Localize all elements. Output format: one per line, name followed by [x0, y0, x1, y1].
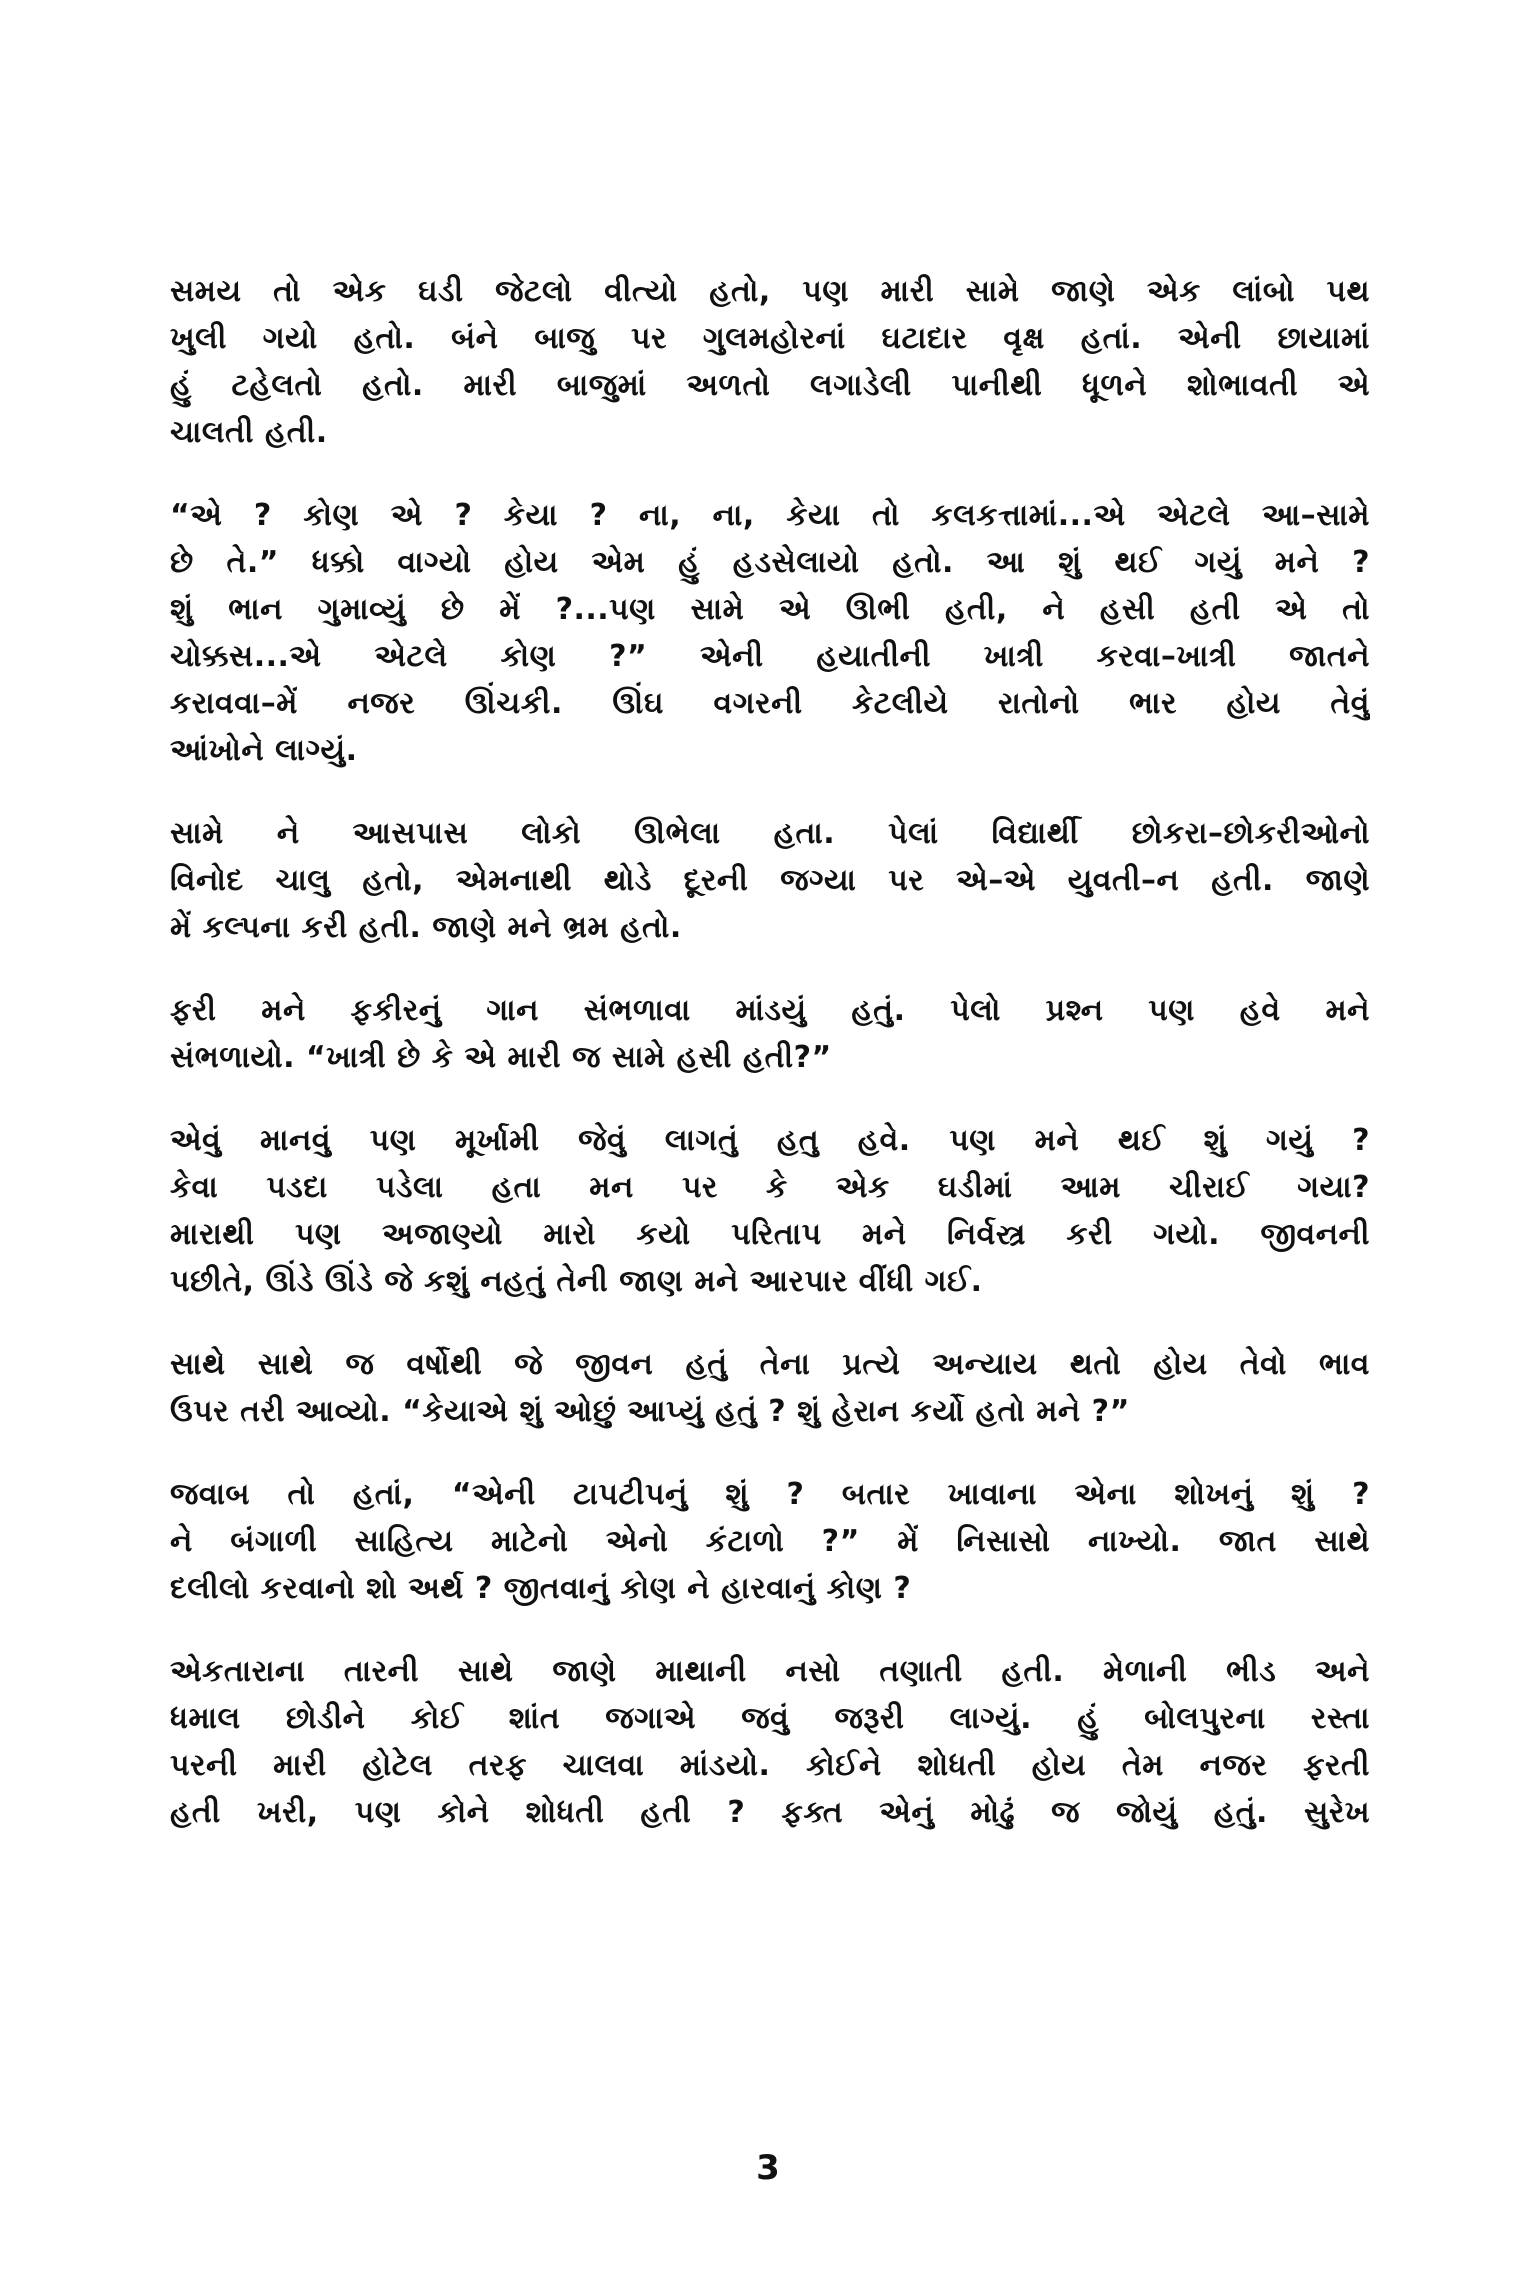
text-line: ઉપર તરી આવ્યો. “કેયાએ શું ઓછું આપ્યું હતું ? શું હેરાન કર્યો હતો મને ?” [170, 1394, 1130, 1429]
text-line: હું ટહેલતો હતો. મારી બાજુમાં અળતો લગાડેલી પાનીથી ધૂળને શોભાવતી એ [170, 368, 1370, 403]
body-text [170, 268, 1370, 1872]
text-line: ખુલી ગયો હતો. બંને બાજુ પર ગુલમહોરનાં ઘટાદાર વૃક્ષ હતાં. એની છાયામાં [170, 321, 1370, 356]
paragraph-6 [170, 1341, 1370, 1435]
text-line: ફરી મને ફકીરનું ગાન સંભળાવા માંડયું હતું. પેલો પ્રશ્ન પણ હવે મને [170, 993, 1370, 1028]
text-line: “એ ? કોણ એ ? કેયા ? ના, ના, કેયા તો કલકત્તામાં...એ એટલે આ–સામે [170, 498, 1370, 533]
text-line: સમય તો એક ઘડી જેટલો વીત્યો હતો, પણ મારી સામે જાણે એક લાંબો પથ [170, 274, 1370, 309]
text-line: આંખોને લાગ્યું. [170, 733, 358, 768]
text-line: પછીતે, ઊંડે ઊંડે જે કશું નહતું તેની જાણ મને આરપાર વીંધી ગઈ. [170, 1264, 983, 1299]
text-line: જવાબ તો હતાં, “એની ટાપટીપનું શું ? બતાર ખાવાના એના શોખનું શું ? [170, 1477, 1370, 1512]
text-line: હતી ખરી, પણ કોને શોધતી હતી ? ફક્ત એનું મોઢું જ જોયું હતું. સુરેખ [170, 1795, 1370, 1830]
text-line: કેવા પડદા પડેલા હતા મન પર કે એક ઘડીમાં આમ ચીરાઈ ગયા? [170, 1170, 1370, 1205]
page-number: 3 [756, 2148, 780, 2188]
text-line: દલીલો કરવાનો શો અર્થ ? જીતવાનું કોણ ને હારવાનું કોણ ? [170, 1571, 912, 1606]
text-line: ધમાલ છોડીને કોઈ શાંત જગાએ જવું જરૂરી લાગ્યું. હું બોલપુરના રસ્તા [170, 1701, 1370, 1736]
paragraph-8 [170, 1648, 1370, 1836]
text-line: ને બંગાળી સાહિત્ય માટેનો એનો કંટાળો ?” મેં નિસાસો નાખ્યો. જાત સાથે [170, 1524, 1370, 1559]
text-line: કરાવવા–મેં નજર ઊંચકી. ઊંઘ વગરની કેટલીયે રાતોનો ભાર હોય તેવું [170, 686, 1370, 721]
text-line: મારાથી પણ અજાણ્યો મારો કયો પરિતાપ મને નિર્વસ્ત્ર કરી ગયો. જીવનની [170, 1217, 1370, 1252]
text-line: સંભળાયો. “ખાત્રી છે કે એ મારી જ સામે હસી હતી?” [170, 1040, 832, 1075]
text-line: પરની મારી હોટેલ તરફ ચાલવા માંડયો. કોઈને શોધતી હોય તેમ નજર ફરતી [170, 1748, 1370, 1783]
text-line: વિનોદ ચાલુ હતો, એમનાથી થોડે દૂરની જગ્યા પર એ–એ યુવતી–ન હતી. જાણે [170, 863, 1370, 898]
paragraph-2 [170, 492, 1370, 774]
text-line: ચાલતી હતી. [170, 415, 328, 450]
paragraph-7 [170, 1471, 1370, 1612]
text-line: સાથે સાથે જ વર્ષોથી જે જીવન હતું તેના પ્રત્યે અન્યાય થતો હોય તેવો ભાવ [170, 1347, 1370, 1382]
paragraph-4 [170, 987, 1370, 1081]
text-line: એકતારાના તારની સાથે જાણે માથાની નસો તણાતી હતી. મેળાની ભીડ અને [170, 1654, 1370, 1689]
paragraph-1 [170, 268, 1370, 456]
text-line: છે તે.” ધક્કો વાગ્યો હોય એમ હું હડસેલાયો હતો. આ શું થઈ ગયું મને ? [170, 545, 1370, 580]
text-line: શું ભાન ગુમાવ્યું છે મેં ?...પણ સામે એ ઊભી હતી, ને હસી હતી એ તો [170, 592, 1370, 627]
paragraph-3 [170, 810, 1370, 951]
paragraph-5 [170, 1117, 1370, 1305]
text-line: સામે ને આસપાસ લોકો ઊભેલા હતા. પેલાં વિદ્યાર્થી છોકરા–છોકરીઓનો [170, 816, 1370, 851]
text-line: મેં કલ્પના કરી હતી. જાણે મને ભ્રમ હતો. [170, 910, 682, 945]
text-line: એવું માનવું પણ મૂર્ખામી જેવું લાગતું હતુ હવે. પણ મને થઈ શું ગયું ? [170, 1123, 1370, 1158]
text-line: ચોક્કસ...એ એટલે કોણ ?” એની હયાતીની ખાત્રી કરવા–ખાત્રી જાતને [170, 639, 1370, 674]
